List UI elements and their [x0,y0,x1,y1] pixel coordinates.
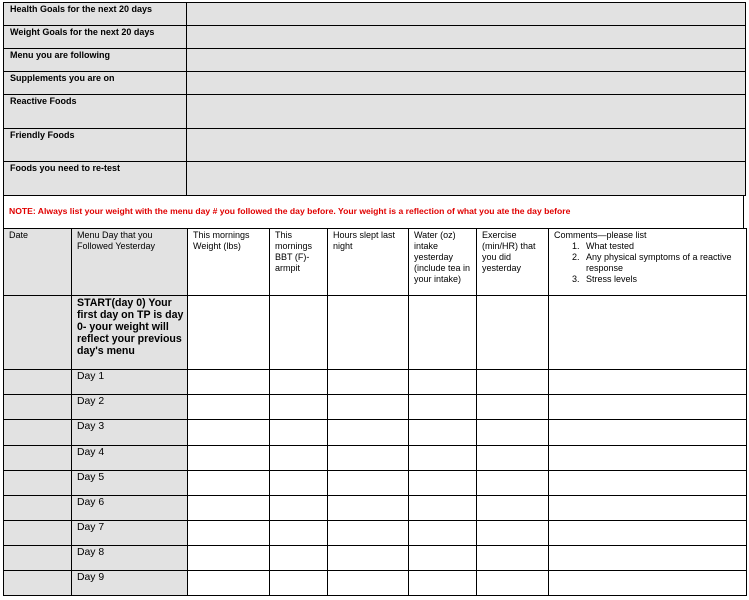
exercise-cell[interactable] [477,296,549,370]
goals-row [4,72,746,95]
weight-cell[interactable] [188,420,270,446]
sleep-cell[interactable] [328,370,409,395]
header-water: Water (oz) intake yesterday (include tea in your intake) [409,229,477,296]
goal-label: Menu you are following [4,49,187,72]
date-cell[interactable] [4,420,72,446]
day-row [4,571,747,596]
exercise-cell[interactable] [477,546,549,571]
header-row [4,229,747,296]
goal-label: Reactive Foods [4,95,187,129]
goals-row [4,129,746,162]
date-cell[interactable] [4,370,72,395]
water-cell[interactable] [409,521,477,546]
sleep-cell[interactable] [328,546,409,571]
water-cell[interactable] [409,571,477,596]
comments-cell[interactable] [549,420,747,446]
date-cell[interactable] [4,395,72,420]
sleep-cell[interactable] [328,395,409,420]
exercise-cell[interactable] [477,446,549,471]
bbt-cell[interactable] [270,446,328,471]
comments-cell[interactable] [549,546,747,571]
day-row [4,420,747,446]
exercise-cell[interactable] [477,496,549,521]
bbt-cell[interactable] [270,296,328,370]
day-row [4,370,747,395]
weight-cell[interactable] [188,471,270,496]
weight-cell[interactable] [188,546,270,571]
goals-row [4,95,746,129]
goal-field[interactable] [187,3,746,26]
exercise-cell[interactable] [477,420,549,446]
day-row [4,521,747,546]
sleep-cell[interactable] [328,496,409,521]
date-cell[interactable] [4,521,72,546]
date-cell[interactable] [4,296,72,370]
comments-title: Comments—please list [554,230,647,240]
day-label: Day 4 [72,446,188,471]
water-cell[interactable] [409,446,477,471]
bbt-cell[interactable] [270,395,328,420]
header-weight: This mornings Weight (lbs) [188,229,270,296]
header-sleep: Hours slept last night [328,229,409,296]
goal-label: Friendly Foods [4,129,187,162]
day-row [4,471,747,496]
goal-field[interactable] [187,26,746,49]
goal-field[interactable] [187,95,746,129]
weight-cell[interactable] [188,370,270,395]
goals-row [4,162,746,196]
bbt-cell[interactable] [270,521,328,546]
water-cell[interactable] [409,370,477,395]
goal-field[interactable] [187,129,746,162]
goal-label: Supplements you are on [4,72,187,95]
weight-cell[interactable] [188,296,270,370]
day-label: Day 2 [72,395,188,420]
goal-label: Foods you need to re-test [4,162,187,196]
header-comments [549,229,747,296]
bbt-cell[interactable] [270,370,328,395]
header-bbt: This mornings BBT (F)- armpit [270,229,328,296]
date-cell[interactable] [4,546,72,571]
water-cell[interactable] [409,471,477,496]
date-cell[interactable] [4,446,72,471]
water-cell[interactable] [409,395,477,420]
goal-label: Health Goals for the next 20 days [4,3,187,26]
weight-cell[interactable] [188,446,270,471]
water-cell[interactable] [409,546,477,571]
goal-field[interactable] [187,72,746,95]
exercise-cell[interactable] [477,395,549,420]
goal-label: Weight Goals for the next 20 days [4,26,187,49]
goals-row [4,26,746,49]
exercise-cell[interactable] [477,471,549,496]
water-cell[interactable] [409,296,477,370]
day-row [4,496,747,521]
comments-list [554,241,746,285]
water-cell[interactable] [409,496,477,521]
header-date: Date [4,229,72,296]
comments-item: 1. What tested [582,241,746,252]
comments-cell[interactable] [549,296,747,370]
goal-field[interactable] [187,49,746,72]
comments-item: 3. Stress levels [582,274,746,285]
exercise-cell[interactable] [477,571,549,596]
sleep-cell[interactable] [328,446,409,471]
sleep-cell[interactable] [328,420,409,446]
day-label: Day 9 [72,571,188,596]
day-label: Day 1 [72,370,188,395]
water-cell[interactable] [409,420,477,446]
sleep-cell[interactable] [328,296,409,370]
sleep-cell[interactable] [328,471,409,496]
goals-table [3,2,746,196]
weight-cell[interactable] [188,496,270,521]
sleep-cell[interactable] [328,521,409,546]
weight-note: NOTE: Always list your weight with the menu day # you followed the day before. Your weight is a reflection of what you ate the day before [3,195,744,228]
comments-cell[interactable] [549,370,747,395]
start-label: START(day 0) Your first day on TP is day 0- your weight will reflect your previous day's menu [72,296,188,370]
daily-log-table [3,228,747,596]
header-exercise: Exercise (min/HR) that you did yesterday [477,229,549,296]
sleep-cell[interactable] [328,571,409,596]
day-label: Day 7 [72,521,188,546]
bbt-cell[interactable] [270,496,328,521]
day-row [4,395,747,420]
day-row [4,446,747,471]
date-cell[interactable] [4,496,72,521]
header-menu-day: Menu Day that you Followed Yesterday [72,229,188,296]
date-cell[interactable] [4,571,72,596]
goal-field[interactable] [187,162,746,196]
comments-cell[interactable] [549,571,747,596]
day-label: Day 5 [72,471,188,496]
bbt-cell[interactable] [270,471,328,496]
comments-cell[interactable] [549,395,747,420]
comments-cell[interactable] [549,496,747,521]
comments-item: 2. Any physical symptoms of a reactive response [582,252,746,274]
comments-cell[interactable] [549,446,747,471]
comments-cell[interactable] [549,521,747,546]
goals-row [4,49,746,72]
exercise-cell[interactable] [477,370,549,395]
goals-row [4,3,746,26]
weight-cell[interactable] [188,395,270,420]
bbt-cell[interactable] [270,546,328,571]
day-label: Day 6 [72,496,188,521]
bbt-cell[interactable] [270,420,328,446]
exercise-cell[interactable] [477,521,549,546]
day-row [4,546,747,571]
bbt-cell[interactable] [270,571,328,596]
date-cell[interactable] [4,471,72,496]
start-row [4,296,747,370]
day-label: Day 3 [72,420,188,446]
day-label: Day 8 [72,546,188,571]
weight-cell[interactable] [188,521,270,546]
comments-cell[interactable] [549,471,747,496]
weight-cell[interactable] [188,571,270,596]
